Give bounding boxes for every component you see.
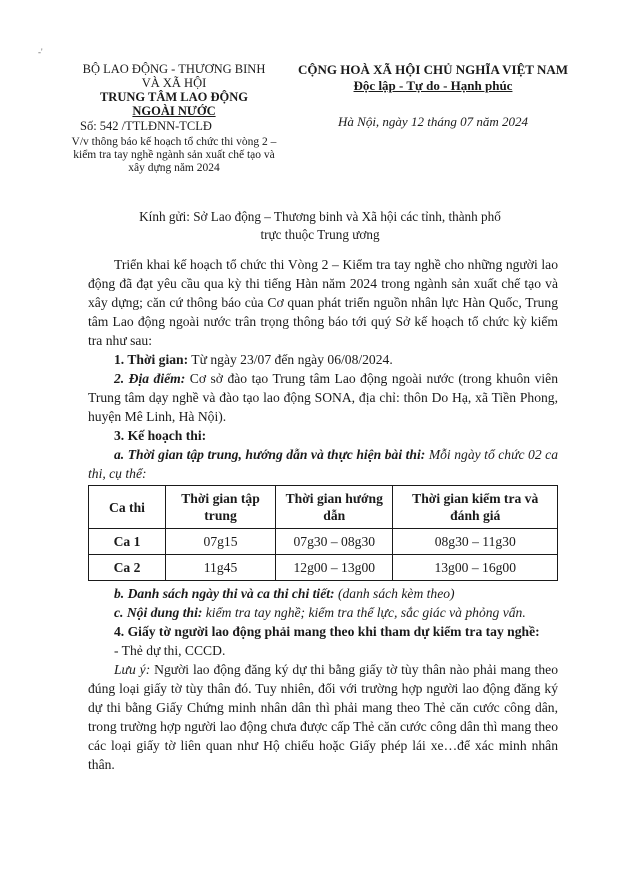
section-documents-label: 4. Giấy tờ người lao động phải mang theo khi tham dự kiểm tra tay nghề: bbox=[114, 624, 540, 639]
corner-mark: -' bbox=[38, 47, 43, 57]
section-plan-a bbox=[88, 445, 558, 483]
note-text: Người lao động đăng ký dự thi bằng giấy tờ tùy thân nào phải mang theo đúng loại giấy tờ tùy thân đó. Tuy nhiên, đối với trường hợp người lao động đăng ký dự thi bằng Giấy Chứng minh nhân dân thì phải mang theo Thẻ căn cước công dân, trong trường hợp người lao động chưa được cấp Thẻ căn cước công dân thì mang theo các loại giấy tờ liên quan như Hộ chiếu hoặc Giấy phép lái xe…để xác minh nhân thân. bbox=[88, 662, 559, 772]
section-plan-c-text: kiểm tra tay nghề; kiểm tra thể lực, sắc giác và phỏng vấn. bbox=[202, 605, 526, 620]
greeting-line1: Kính gửi: Sở Lao động – Thương binh và Xã hội các tỉnh, thành phố bbox=[139, 209, 501, 224]
schedule-header-cell: Thời gian hướng dẫn bbox=[276, 486, 393, 529]
section-location-text: Cơ sở đào tạo Trung tâm Lao động ngoài nước (trong khuôn viên Trung tâm dạy nghề và đào tạo lao động SONA, địa chỉ: thôn Do Hạ, xã Tiền Phong, huyện Mê Linh, Hà Nội). bbox=[88, 371, 558, 424]
section-plan-b-text: (danh sách kèm theo) bbox=[334, 586, 455, 601]
document-body bbox=[88, 255, 558, 774]
national-motto: Độc lập - Tự do - Hạnh phúc bbox=[353, 78, 513, 93]
schedule-cell: 08g30 – 11g30 bbox=[393, 529, 558, 555]
national-header bbox=[288, 62, 578, 130]
agency-header bbox=[64, 62, 284, 175]
note-label: Lưu ý: bbox=[114, 662, 151, 677]
section-plan-b-label: b. Danh sách ngày thi và ca thi chi tiết: bbox=[114, 586, 335, 601]
schedule-header-cell: Ca thi bbox=[89, 486, 166, 529]
schedule-cell: 07g30 – 08g30 bbox=[276, 529, 393, 555]
section-location bbox=[88, 369, 558, 426]
schedule-cell: 12g00 – 13g00 bbox=[276, 555, 393, 581]
section-plan-b bbox=[88, 584, 558, 603]
agency-ministry-line1: BỘ LAO ĐỘNG - THƯƠNG BINH bbox=[82, 62, 266, 76]
schedule-row bbox=[89, 529, 558, 555]
section-time-label: 1. Thời gian: bbox=[114, 352, 189, 367]
section-documents-item: - Thẻ dự thi, CCCD. bbox=[114, 643, 226, 658]
agency-ministry-line2: VÀ XÃ HỘI bbox=[141, 76, 207, 90]
section-time-text: Từ ngày 23/07 đến ngày 06/08/2024. bbox=[188, 352, 393, 367]
section-plan-c-label: c. Nội dung thi: bbox=[114, 605, 203, 620]
issue-date: Hà Nội, ngày 12 tháng 07 năm 2024 bbox=[338, 114, 528, 129]
section-time bbox=[88, 350, 558, 369]
agency-center-line1: TRUNG TÂM LAO ĐỘNG bbox=[99, 90, 249, 104]
agency-center-line2: NGOÀI NƯỚC bbox=[132, 104, 216, 118]
schedule-cell: Ca 1 bbox=[89, 529, 166, 555]
schedule-header-cell: Thời gian tập trung bbox=[166, 486, 276, 529]
section-documents-note bbox=[88, 660, 558, 774]
section-plan-c bbox=[88, 603, 558, 622]
section-location-label: 2. Địa điểm: bbox=[114, 371, 186, 386]
greeting-line2: trực thuộc Trung ương bbox=[260, 227, 380, 242]
document-number: Số: 542 /TTLĐNN-TCLĐ bbox=[80, 119, 212, 133]
schedule-cell: 13g00 – 16g00 bbox=[393, 555, 558, 581]
schedule-header-cell: Thời gian kiểm tra và đánh giá bbox=[393, 486, 558, 529]
section-plan-label: 3. Kế hoạch thi: bbox=[114, 428, 207, 443]
section-plan-a-text: Mỗi ngày tổ chức 02 ca thi, cụ thể: bbox=[88, 447, 558, 481]
schedule-cell: Ca 2 bbox=[89, 555, 166, 581]
intro-paragraph: Triển khai kế hoạch tổ chức thi Vòng 2 – Kiểm tra tay nghề cho những người lao động đã đạt yêu cầu qua kỳ thi tiếng Hàn năm 2024 trong ngành sản xuất chế tạo và xây dựng; căn cứ thông báo của Cơ quan phát triển nguồn nhân lực Hàn Quốc, Trung tâm Lao động ngoài nước trân trọng thông báo tới quý Sở kế hoạch tổ chức kỳ kiểm tra như sau: bbox=[88, 257, 558, 348]
schedule-row bbox=[89, 555, 558, 581]
schedule-header-row bbox=[89, 486, 558, 529]
section-plan-a-label: a. Thời gian tập trung, hướng dẫn và thực hiện bài thi: bbox=[114, 447, 426, 462]
schedule-cell: 11g45 bbox=[166, 555, 276, 581]
schedule-table bbox=[88, 485, 558, 581]
document-subject: V/v thông báo kế hoạch tổ chức thi vòng 2 – kiểm tra tay nghề ngành sản xuất chế tạo và xây dựng năm 2024 bbox=[71, 136, 277, 174]
recipient-greeting bbox=[100, 208, 540, 244]
national-title: CỘNG HOÀ XÃ HỘI CHỦ NGHĨA VIỆT NAM bbox=[297, 62, 569, 77]
schedule-cell: 07g15 bbox=[166, 529, 276, 555]
